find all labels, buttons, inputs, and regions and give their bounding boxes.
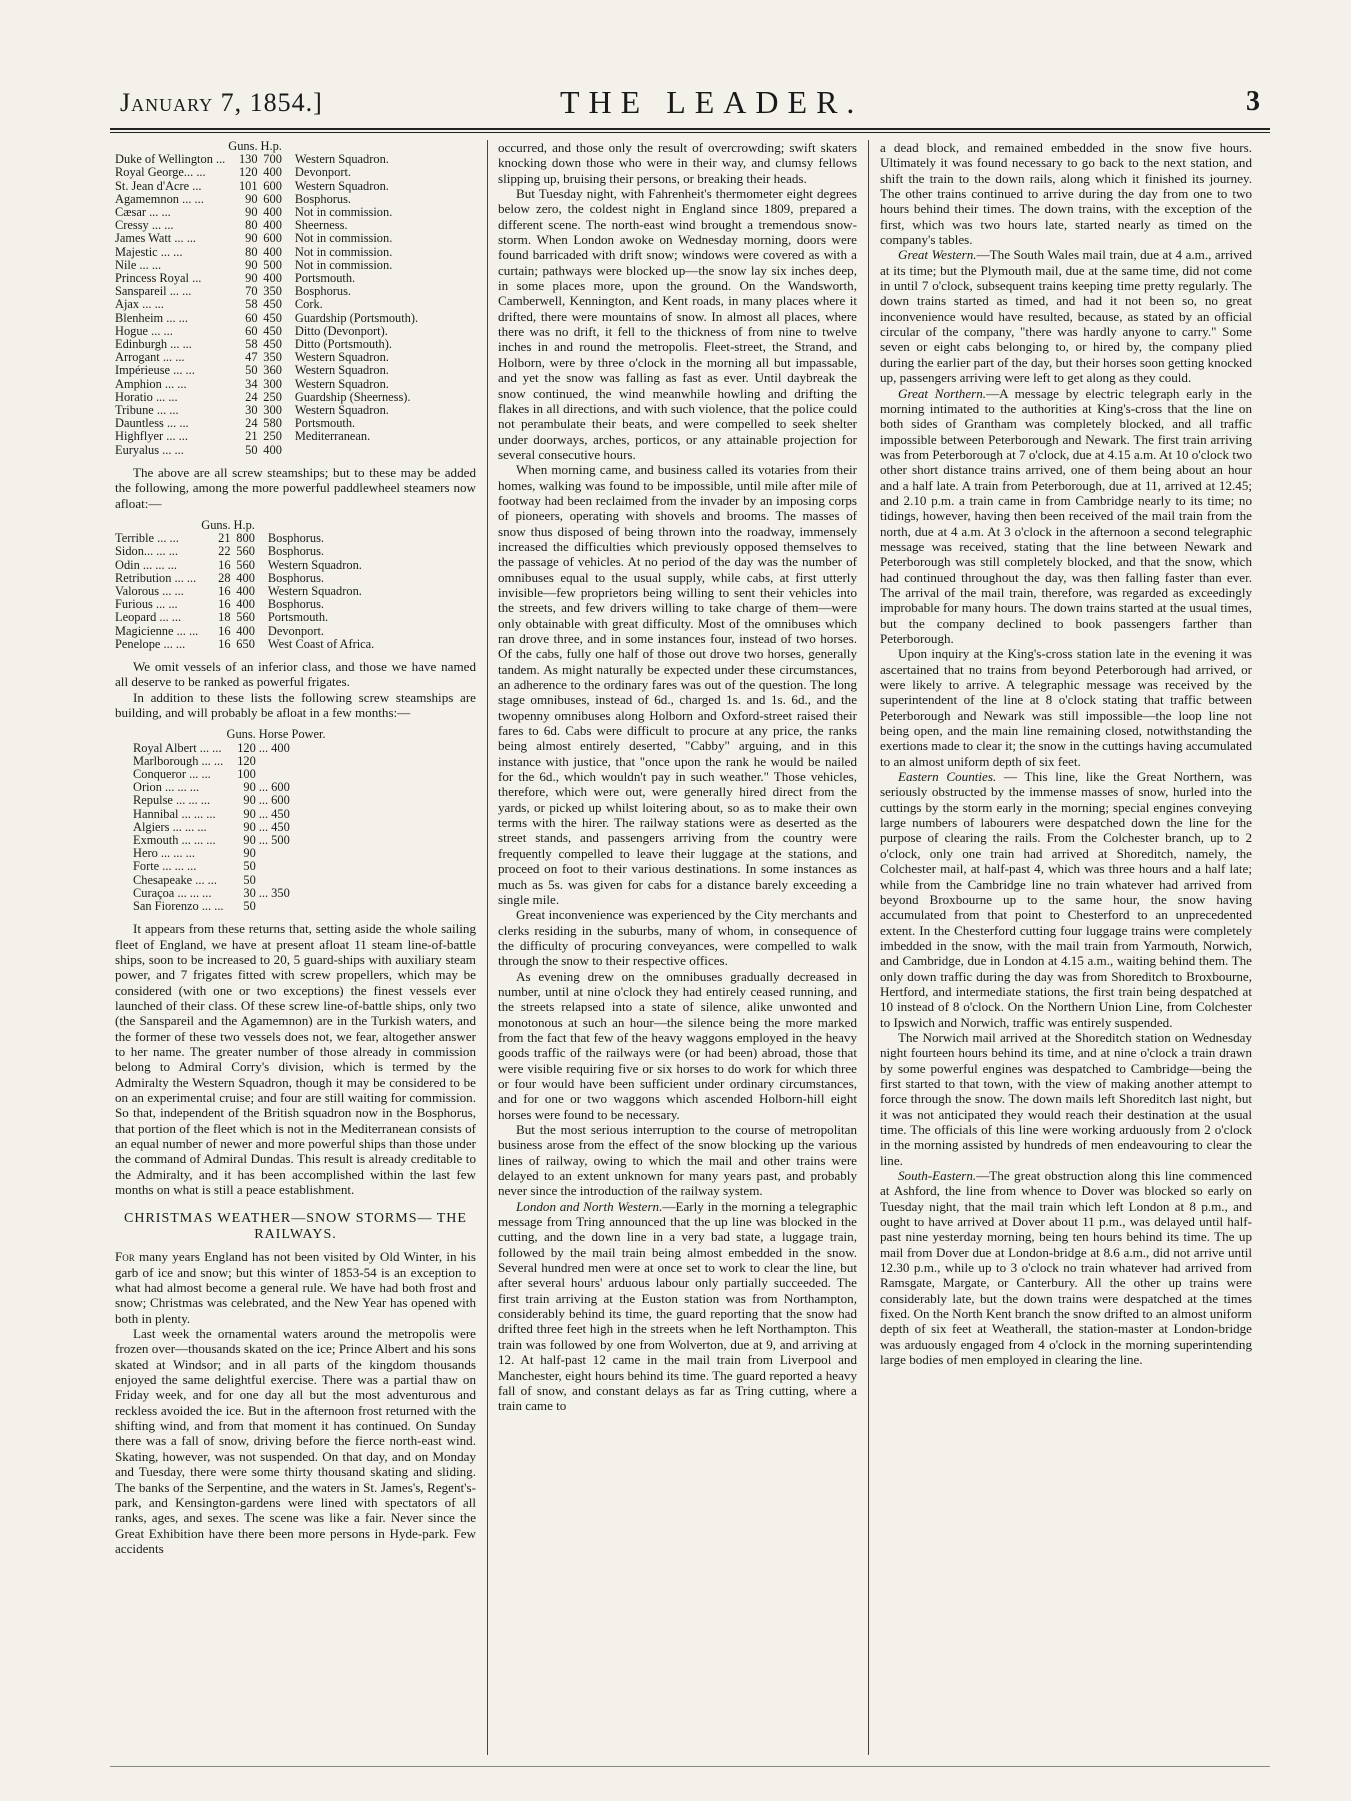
table-cell: Portsmouth.: [294, 271, 356, 286]
paragraph: [880, 247, 1252, 385]
table-cell: 120: [238, 165, 258, 180]
table-cell: 30: [245, 403, 258, 418]
table-row: [133, 794, 329, 807]
table-cell: 34: [245, 376, 258, 391]
table-cell: 350: [263, 350, 282, 365]
table-cell: 18: [218, 610, 231, 625]
column-divider: [868, 140, 869, 1755]
table-cell: Conqueror ... ...: [133, 766, 211, 781]
table-cell: Sanspareil ... ...: [115, 284, 192, 299]
table-row: [115, 166, 421, 179]
column-3: [880, 140, 1252, 1368]
table-cell: Terrible ... ...: [115, 531, 179, 546]
table-row: [133, 874, 329, 887]
table-cell: Horatio ... ...: [115, 389, 178, 404]
section-label: Great Western.: [898, 247, 977, 263]
table-row: [133, 755, 329, 768]
table-cell: 350: [263, 284, 282, 299]
table-row: [133, 821, 329, 834]
table-cell: Royal Albert ... ...: [133, 740, 222, 755]
footer-rule: [110, 1766, 1270, 1767]
table-cell: Hero ... ... ...: [133, 846, 195, 861]
table-cell: Blenheim ... ...: [115, 310, 188, 325]
table-row: [115, 545, 377, 558]
table-cell: Furious ... ...: [115, 597, 178, 612]
table-cell: 400: [263, 218, 282, 233]
table-cell: Bosphorus.: [267, 531, 324, 546]
table-cell: 400: [236, 583, 255, 598]
table-cell: 58: [245, 337, 258, 352]
table-cell: Western Squadron.: [294, 350, 389, 365]
table-cell: 90: [245, 191, 258, 206]
table-cell: Devonport.: [294, 165, 351, 180]
paragraph: [498, 1199, 857, 1414]
table-cell: 400: [236, 570, 255, 585]
table-cell: 30: [243, 885, 256, 900]
table-cell: ... 350: [258, 885, 290, 900]
table-cell: 28: [218, 570, 231, 585]
table-cell: Chesapeake ... ...: [133, 872, 217, 887]
table-cell: Western Squadron.: [294, 178, 389, 193]
newspaper-title: THE LEADER.: [560, 84, 864, 120]
table-cell: Amphion ... ...: [115, 376, 187, 391]
table-cell: 80: [245, 218, 258, 233]
table-row: [115, 444, 421, 457]
table-cell: Mediterranean.: [294, 429, 371, 444]
article-heading: CHRISTMAS WEATHER—SNOW STORMS— THE RAILWAYS.: [124, 1211, 467, 1243]
table-cell: Orion ... ... ...: [133, 780, 200, 795]
section-label: Great Northern.: [898, 385, 987, 401]
table-cell: [259, 847, 329, 860]
column-2: [498, 140, 857, 1414]
table-body: [115, 153, 421, 457]
table-cell: 400: [263, 165, 282, 180]
table-row: [115, 572, 377, 585]
table-cell: Sheerness.: [294, 218, 348, 233]
paragraph: Great inconvenience was experienced by the City merchants and clerks residing in the suburbs, many of whom, in consequence of the difficulty of procuring conveyances, were compelled to walk through the snow to their respective offices.: [498, 907, 857, 969]
table-cell: 90: [243, 806, 256, 821]
table-cell: Impérieuse ... ...: [115, 363, 195, 378]
paragraph: Last week the ornamental waters around the metropolis were frozen over—thousands skated on the ice; Prince Albert and his sons skated at Windsor; and in all parts of the kingdom thousands enjoyed the same delightful exercise. There was a partial thaw on Friday week, and for one day all but the most adventurous and reckless avoided the ice. But in the afternoon frost returned with the shifting wind, and from that moment it has continued. On Sunday there was a fall of snow, driving before the fierce north-east wind. Skating, however, was not suspended. On that day, and on Monday and Tuesday, there were some thirty thousand skating and sliding. The banks of the Serpentine, and the waters in St. James's, Regent's-park, and Kensington-gardens were lined with spectators of all ranks, ages, and sexes. The scene was like a fair. Never since the Great Exhibition have there been more persons in Hyde-park. Few accidents: [115, 1326, 476, 1556]
table-cell: 60: [245, 310, 258, 325]
table-cell: Cork.: [294, 297, 323, 312]
table-cell: 560: [236, 557, 255, 572]
section-label: Eastern Counties.: [898, 769, 997, 785]
table-cell: Nile ... ...: [115, 257, 162, 272]
paragraph: The above are all screw steamships; but to these may be added the following, among the more powerful paddlewheel steamers now afloat:—: [115, 464, 476, 511]
table-cell: Bosphorus.: [294, 191, 351, 206]
table-cell: Bosphorus.: [267, 570, 324, 585]
table-row: [133, 887, 329, 900]
table-cell: Tribune ... ...: [115, 403, 179, 418]
table-cell: Guardship (Sheerness).: [294, 389, 411, 404]
table-cell: 580: [263, 416, 282, 431]
table-body: [133, 742, 329, 914]
section-label: South-Eastern.: [898, 1168, 977, 1184]
table-cell: 50: [245, 363, 258, 378]
table-cell: 58: [245, 297, 258, 312]
table-cell: Agamemnon ... ...: [115, 191, 204, 206]
table-cell: Western Squadron.: [294, 376, 389, 391]
header-rule: [110, 128, 1270, 130]
table-cell: 400: [263, 271, 282, 286]
table-row: [115, 180, 421, 193]
table-row: [115, 638, 377, 651]
table-cell: Hogue ... ...: [115, 323, 173, 338]
paragraph: It appears from these returns that, setting aside the whole sailing fleet of England, we have at present afloat 11 steam line-of-battle ships, soon to be increased to 20, 5 guard-ships with auxiliary steam power, and 7 frigates fitted with screw propellers, which may be considered (with one or two exceptions) the finest vessels ever launched of their class. Of these screw line-of-battle ships, only two (the Sanspareil and the Agamemnon) are in the Turkish waters, and the former of these two vessels does not, we fear, altogether answer to her name. The greater number of those already in commission belong to Admiral Corry's division, which is termed by the Admiralty the Western Squadron, though it may be considered to be on an experimental cruise; and four are still waiting for commission. So that, independent of the British squadron now in the Bosphorus, that portion of the fleet which is not in the Mediterranean consists of an equal number of newer and more powerful ships than those under the command of Admiral Dundas. This result is already creditable to the Admiralty, and it has been accomplished within the last few months on what is still a peace establishment.: [115, 921, 476, 1197]
section-label: London and North Western.: [516, 1198, 663, 1214]
paragraph: But the most serious interruption to the course of metropolitan business arose from the effect of the snow blocking up the various lines of railway, owing to which the mail and other trains were delayed to an extent unknown for many years past, and probably never since the introduction of the railway system.: [498, 1122, 857, 1199]
table-cell: Not in commission.: [294, 257, 393, 272]
table-row: [133, 900, 329, 913]
table-cell: 60: [245, 323, 258, 338]
table-cell: [285, 444, 421, 457]
table-row: [115, 378, 421, 391]
table-cell: Edinburgh ... ...: [115, 337, 192, 352]
table-cell: 300: [263, 376, 282, 391]
table-cell: 400: [263, 205, 282, 220]
table-cell: Highflyer ... ...: [115, 429, 188, 444]
table-row: [115, 364, 421, 377]
table-cell: 90: [243, 780, 256, 795]
table-cell: 22: [218, 544, 231, 559]
table-cell: 16: [218, 557, 231, 572]
table-cell: St. Jean d'Acre ...: [115, 178, 202, 193]
table-cell: Magicienne ... ...: [115, 623, 199, 638]
table-cell: 90: [245, 231, 258, 246]
header-rule-thin: [110, 132, 1270, 133]
table-cell: 90: [243, 819, 256, 834]
table-row: [133, 860, 329, 873]
table-header-cell: Guns.: [201, 517, 231, 532]
table-row: [115, 559, 377, 572]
table-cell: 600: [263, 178, 282, 193]
table-cell: 50: [243, 859, 256, 874]
table-cell: 120: [237, 753, 256, 768]
paragraph: a dead block, and remained embedded in the snow five hours. Ultimately it was found necessary to go back to the next station, and shift the train to the down rails, along which it finished its journey. The other trains continued to arrive during the day from one to two hours behind their times. The down trains, with the exception of the first, which was two hours late, started nearly as timed on the company's tables.: [880, 140, 1252, 248]
table-cell: 90: [243, 846, 256, 861]
table-cell: Valorous ... ...: [115, 583, 184, 598]
table-cell: San Fiorenzo ... ...: [133, 898, 224, 913]
table-cell: Western Squadron.: [294, 363, 389, 378]
table-cell: Ditto (Portsmouth).: [294, 337, 392, 352]
paragraph-text: —The great obstruction along this line commenced at Ashford, the line from whence to Dover was blocked so early on Tuesday night, that the mail train which left London at 8 p.m., and ought to have arrived at Dover about 11 p.m., was delayed until half-past nine yesterday morning, being ten hours behind its time. The up mail from Dover due at London-bridge at 8.6 a.m., did not arrive until 12.30 p.m., while up to 3 o'clock no train whatever had arrived from Ramsgate, Margate, or Canterbury. All the other up trains were considerably late, but the down trains were despatched at the times fixed. On the North Kent branch the snow drifted to an almost uniform depth of six feet at Weatherall, the station-master at London-bridge was arduously engaged from 4 o'clock in the morning superintending large bodies of men employed in clearing the line.: [880, 1168, 1252, 1368]
paragraph: Upon inquiry at the King's-cross station late in the evening it was ascertained that no trains from beyond Peterborough had arrived, or were likely to arrive. A telegraphic message was received by the superintendent of the line at 8 o'clock stating that traffic between Peterborough and Newark was still impossible—the loop line not being open, and the main line remaining closed, notwithstanding the exertions made to clear it; the snow in the cuttings having accumulated to an almost uniform depth of six feet.: [880, 646, 1252, 769]
paragraph: [115, 1249, 476, 1326]
table-cell: 50: [243, 872, 256, 887]
table-cell: Royal George... ...: [115, 165, 206, 180]
table-cell: 16: [218, 597, 231, 612]
table-cell: 24: [245, 416, 258, 431]
table-header-cell: H.p.: [260, 139, 282, 153]
table-cell: Repulse ... ... ...: [133, 793, 211, 808]
table-cell: 560: [236, 610, 255, 625]
table-cell: 560: [236, 544, 255, 559]
table-row: [133, 742, 329, 755]
table-cell: ... 450: [258, 819, 290, 834]
table-cell: 50: [245, 442, 258, 457]
table-cell: 47: [245, 350, 258, 365]
table-cell: 300: [263, 403, 282, 418]
masthead: [120, 78, 1260, 124]
table-cell: 16: [218, 623, 231, 638]
table-header-cell: Guns.: [228, 139, 258, 153]
table-cell: [259, 900, 329, 913]
table-cell: Western Squadron.: [267, 583, 362, 598]
paragraph: [880, 386, 1252, 647]
table-cell: 450: [263, 337, 282, 352]
table-cell: 250: [263, 429, 282, 444]
table-cell: Portsmouth.: [294, 416, 356, 431]
table-cell: 500: [263, 257, 282, 272]
table-cell: 400: [263, 442, 282, 457]
table-cell: Retribution ... ...: [115, 570, 197, 585]
table-row: [115, 298, 421, 311]
table-cell: 21: [245, 429, 258, 444]
table-cell: [259, 874, 329, 887]
table-cell: Ditto (Devonport).: [294, 323, 388, 338]
table-cell: 250: [263, 389, 282, 404]
table-cell: Leopard ... ...: [115, 610, 182, 625]
table-cell: 21: [218, 531, 231, 546]
table-cell: ... 500: [258, 832, 290, 847]
table-cell: Algiers ... ... ...: [133, 819, 207, 834]
table-cell: Penelope ... ...: [115, 636, 186, 651]
table-cell: 101: [238, 178, 258, 193]
paragraph-text: many years England has not been visited by Old Winter, in his garb of ice and snow; but this winter of 1853-54 is an exception to what had almost become a general rule. We have had both frost and snow; Christmas was celebrated, and the New Year has opened with both in plenty.: [115, 1249, 476, 1326]
table-cell: Dauntless ... ...: [115, 416, 189, 431]
table-cell: Duke of Wellington ...: [115, 152, 226, 167]
table-header-cell: Guns.: [226, 727, 256, 742]
table-cell: Western Squadron.: [294, 152, 389, 167]
issue-date: January 7, 1854.]: [120, 88, 323, 117]
table-cell: 90: [245, 271, 258, 286]
table-cell: 360: [263, 363, 282, 378]
table-cell: 90: [245, 205, 258, 220]
table-cell: Exmouth ... ... ...: [133, 832, 216, 847]
table-cell: 70: [245, 284, 258, 299]
table-cell: ... 400: [258, 740, 290, 755]
paragraph: When morning came, and business called its votaries from their homes, walking was found to be impossible, until mile after mile of footway had been reclaimed from the invader by an imposing corps of pioneers, operating with shovels and brooms. The masses of snow thus disposed of being thrown into the roadway, immensely increased the difficulties which previously opposed themselves to the passage of vehicles. At no period of the day was the number of omnibuses equal to the usual supply, while cabs, at first utterly invisible—few proprietors being willing to sent their vehicles into the streets, and few drivers willing to take charge of them—were only obtainable with great difficulty. Most of the omnibuses which ran drove three, and in some instances four, instead of two horses. Of the cabs, fully one half of those out drove two horses, generally tandem. As might naturally be expected under these circumstances, an adherence to the ordinary fares was out of the question. The long stage omnibuses, instead of 6d., charged 1s. and 1s. 6d., and the twopenny omnibuses along Holborn and Oxford-street raised their fares to 6d. Cabs were difficult to procure at any price, the ranks being almost entirely deserted, "Cabby" arguing, and in this instance with justice, that "once upon the rank he would be nailed for the 6d., which wouldn't pay in such weather." Those vehicles, therefore, which were out, were generally hired direct from the yards, or picked up whilst loitering about, so as to make their own terms with the hirer. The railway stations were as deserted as the street stands, and passengers arriving from the country were frequently compelled to leave their luggage at the stations, and proceed on foot to their various destinations. In some instances as much as 5s. was given for cabs for a distance barely exceeding a single mile.: [498, 462, 857, 907]
table-cell: 90: [245, 257, 258, 272]
table-cell: 400: [263, 244, 282, 259]
table-cell: Not in commission.: [294, 231, 393, 246]
table-cell: Not in commission.: [294, 205, 393, 220]
column-divider: [487, 140, 488, 1755]
table-cell: Portsmouth.: [267, 610, 329, 625]
page-number: 3: [1246, 86, 1260, 117]
table-cell: 120: [237, 740, 256, 755]
table-row: [115, 246, 421, 259]
table-body: [115, 532, 377, 651]
table-cell: Devonport.: [267, 623, 324, 638]
screw-steamships-table: [115, 140, 421, 457]
table-cell: Arrogant ... ...: [115, 350, 185, 365]
table-cell: Bosphorus.: [267, 597, 324, 612]
table-cell: 400: [236, 597, 255, 612]
table-row: [115, 312, 421, 325]
table-cell: West Coast of Africa.: [267, 636, 375, 651]
paragraph: [880, 1168, 1252, 1367]
table-row: [133, 808, 329, 821]
ships-building-table: [133, 728, 329, 913]
paragraph: As evening drew on the omnibuses gradually decreased in number, until at nine o'clock they had entirely ceased running, and the streets relapsed into a state of silence, alike unwonted and monotonous at such an hour—the silence being the more marked from the fact that few of the heavy waggons employed in the heavy goods traffic of the railways were (or had been) abroad, those that were visible requiring five or six horses to do work for which three or four would have been sufficient under ordinary circumstances, and for one or two waggons which ascended Holborn-hill eight horses were found to be necessary.: [498, 968, 857, 1122]
table-cell: 100: [237, 766, 256, 781]
table-cell: 600: [263, 191, 282, 206]
paragraph: The Norwich mail arrived at the Shoreditch station on Wednesday night fourteen hours behind its time, and at nine o'clock a train drawn by some powerful engines was despatched to Cambridge—being the first started to that town, with the view of making another attempt to force through the snow. The down mails left Shoreditch last night, but it was not anticipated they would reach their destination at the usual time. The officials of this line were working arduously from 2 o'clock in the morning assisted by hundreds of men endeavouring to clear the line.: [880, 1029, 1252, 1168]
table-cell: Sidon... ... ...: [115, 544, 178, 559]
table-cell: Curaçoa ... ... ...: [133, 885, 212, 900]
table-cell: 80: [245, 244, 258, 259]
table-cell: 24: [245, 389, 258, 404]
table-cell: James Watt ... ...: [115, 231, 197, 246]
table-cell: 450: [263, 310, 282, 325]
column-1: [115, 140, 476, 1556]
table-cell: 650: [236, 636, 255, 651]
table-cell: ... 450: [258, 806, 290, 821]
table-header-cell: H.p.: [233, 517, 255, 532]
table-cell: ... 600: [258, 780, 290, 795]
table-cell: 700: [263, 152, 282, 167]
lead-word: For: [115, 1249, 135, 1265]
table-row: [115, 232, 421, 245]
table-cell: 90: [243, 793, 256, 808]
table-cell: Princess Royal ...: [115, 271, 202, 286]
paragraph: But Tuesday night, with Fahrenheit's thermometer eight degrees below zero, the coldest night in England since 1809, prepared a different scene. The north-east wind brought a tremendous snow-storm. When London awoke on Wednesday morning, doors were found barricaded with drift snow; windows were covered as with a curtain; pathways were blocked up—the snow lay six inches deep, in some places more, upon the ground. On the Wandsworth, Camberwell, Kennington, and Kent roads, in many places where it drifted, there were mountains of snow. In almost all places, where there was no drift, it fell to the thickness of from nine to twelve inches in and round the metropolis. Fleet-street, the Strand, and Holborn, were by three o'clock in the morning all but impassable, and yet the snow was falling as fast as ever. Until daybreak the snow continued, the wind meanwhile howling and drifting the flakes in all directions, and with such violence, that the police could not perambulate their beats, and were compelled to seek shelter under doorways, arches, porticos, or any attainable projection for several consecutive hours.: [498, 186, 857, 462]
paragraph: occurred, and those only the result of overcrowding; swift skaters knocking down those who were in their way, and clumsy fellows slipping up, bruising their persons, or breaking their heads.: [498, 140, 857, 186]
paragraph-text: — This line, like the Great Northern, was seriously obstructed by the immense masses of snow, hurled into the cuttings by the storm early in the morning; special engines conveying large numbers of labourers were despatched down the line for the purpose of clearing the rails. From the Colchester branch, up to 2 o'clock, only one train had arrived at Shoreditch, namely, the Colchester mail, at half-past 4, which was three hours and a half late; while from the Cambridge line no train whatever had arrived from beyond Broxbourne up to the same hour, the snow having accumulated from that point to Chesterford to an unprecedented extent. In the Chesterford cutting four luggage trains were completely imbedded in the snow, with the mail train from Yarmouth, Norwich, and Cambridge, due in London at 4.15 a.m., waiting behind them. The only down traffic during the day was from Shoreditch to Broxbourne, Hertford, and intermediate stations, the first train being despatched at 10 instead of 8 o'clock. On the Northern Union Line, from Colchester to Ipswich and Norwich, traffic was entirely suspended.: [880, 769, 1253, 1030]
table-header-cell: [133, 728, 227, 741]
table-cell: 800: [236, 531, 255, 546]
table-cell: 16: [218, 583, 231, 598]
paddlewheel-steamers-table: [115, 519, 377, 651]
table-cell: 90: [243, 832, 256, 847]
table-cell: Cressy ... ...: [115, 218, 174, 233]
table-cell: 400: [236, 623, 255, 638]
table-cell: 50: [243, 898, 256, 913]
table-cell: Bosphorus.: [267, 544, 324, 559]
table-header-row: [133, 728, 329, 741]
table-cell: 450: [263, 297, 282, 312]
table-cell: Majestic ... ...: [115, 244, 183, 259]
table-cell: Odin ... ... ...: [115, 557, 177, 572]
table-cell: Guardship (Portsmouth).: [294, 310, 419, 325]
paragraph-text: —The South Wales mail train, due at 4 a.m., arrived at its time; but the Plymouth mail, due at the same time, did not come in until 7 o'clock, subsequent trains keeping time pretty regularly. The down trains started as timed, and had it not been so, no great inconvenience would have resulted, because, as stated by an official circular of the company, "there was hardly anyone to carry." Some seven or eight cabs belonging to, or hired by, the company plied during the earlier part of the day, but their horses soon getting knocked up, passengers arriving were left to get along as they could.: [880, 247, 1252, 386]
paragraph: [880, 769, 1252, 1030]
table-cell: 130: [238, 152, 258, 167]
table-cell: Not in commission.: [294, 244, 393, 259]
table-cell: 450: [263, 323, 282, 338]
table-cell: [259, 860, 329, 873]
table-cell: 600: [263, 231, 282, 246]
table-row: [115, 611, 377, 624]
table-cell: Euryalus ... ...: [115, 442, 184, 457]
table-cell: [259, 755, 329, 768]
paragraph-text: —A message by electric telegraph early in the morning intimated to the authorities at King's-cross that the line on both sides of Grantham was completely blocked, and all traffic impossible between Peterborough and Newark. The first train arriving was from Peterborough at 7 o'clock, due at 4.15 a.m. At 10 o'clock two other short distance trains arrived, one of them being about an hour and a half late. A train from Peterborough, due at 11, arrived at 12.45; and 2.10 p.m. a train came in from Cambridge nearly to its time; no tidings, however, having then been received of the mail train from the north, due at 4 a.m. At 3 o'clock in the afternoon a second telegraphic message was received, stating that the line between Newark and Peterborough was still completely blocked, and that the snow, which had continued throughout the day, was then falling faster than ever. The arrival of the mail train, therefore, was regarded as exceedingly improbable for many hours. The down trains started at the usual times, but the company declined to book passengers farther than Peterborough.: [880, 385, 1252, 646]
table-cell: Cæsar ... ...: [115, 205, 171, 220]
table-cell: Ajax ... ...: [115, 297, 164, 312]
table-cell: Western Squadron.: [294, 403, 389, 418]
table-cell: Hannibal ... ... ...: [133, 806, 216, 821]
paragraph: We omit vessels of an inferior class, and those we have named all deserve to be ranked as powerful frigates.: [115, 658, 476, 690]
table-cell: 16: [218, 636, 231, 651]
table-cell: ... 600: [258, 793, 290, 808]
table-row: [115, 430, 421, 443]
table-cell: Western Squadron.: [267, 557, 362, 572]
table-cell: Bosphorus.: [294, 284, 351, 299]
table-cell: Marlborough ... ...: [133, 753, 224, 768]
table-cell: Forte ... ... ...: [133, 859, 197, 874]
table-header-cell: Horse Power.: [258, 727, 326, 742]
paragraph-text: —Early in the morning a telegraphic message from Tring announced that the up line was blocked in the cutting, and the down line in a very bad state, a luggage train, followed by the mail train being almost embedded in the snow. Several hundred men were at once set to work to clear the line, but after several hours' arduous labour only partially succeeded. The first train arriving at the Euston station was from Northampton, considerably behind its time, the guard reporting that the snow had drifted three feet high in the streets when he left Northampton. This train was followed by one from Wolverton, due at 9, and arriving at 12. At half-past 12 came in the mail train from Liverpool and Manchester, eight hours behind its time. The guard reported a heavy fall of snow, and constant delays as far as Tring cutting, where a train came to: [498, 1198, 858, 1414]
table-row: [115, 625, 377, 638]
paragraph: In addition to these lists the following screw steamships are building, and will probably be afloat in a few months:—: [115, 689, 476, 720]
